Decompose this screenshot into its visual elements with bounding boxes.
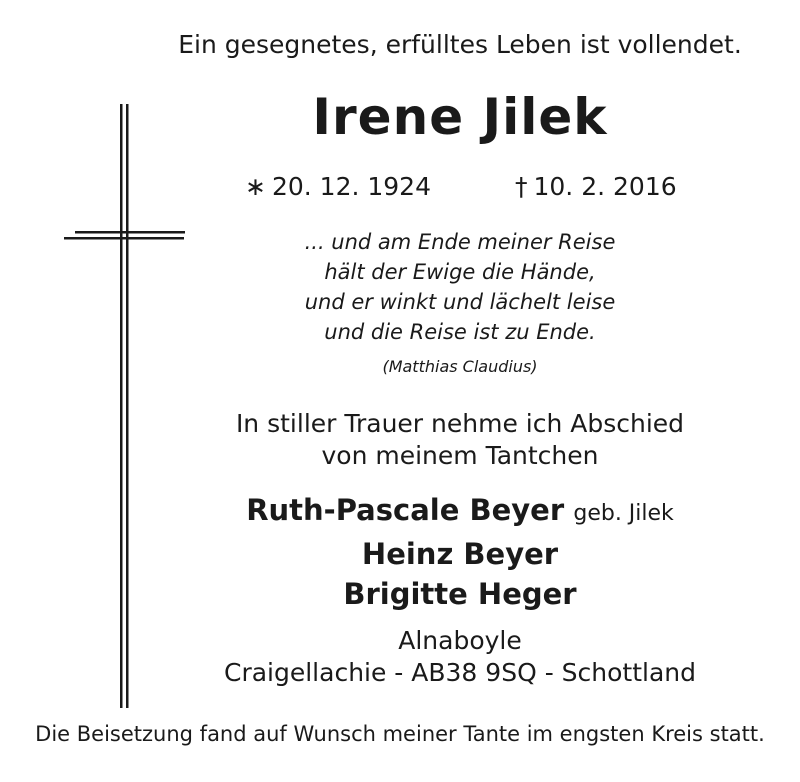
birth-date — [245, 172, 431, 201]
family-member — [60, 574, 800, 614]
death-cross-icon: † — [515, 172, 528, 201]
poem — [60, 227, 800, 347]
family-member-name: Brigitte Heger — [343, 577, 577, 611]
birth-star-icon: ∗ — [245, 172, 266, 201]
intro-line: Ein gesegnetes, erfülltes Leben ist vollendet. — [178, 30, 742, 59]
poem-line: und er winkt und lächelt leise — [304, 290, 616, 314]
poem-line: ... und am Ende meiner Reise — [304, 230, 616, 254]
poem-line: hält der Ewige die Hände, — [324, 260, 596, 284]
mourning-line: In stiller Trauer nehme ich Abschied — [235, 409, 685, 438]
poem-author: (Matthias Claudius) — [382, 357, 538, 376]
birth-date-value: 20. 12. 1924 — [271, 172, 431, 201]
maiden-name: geb. Jilek — [573, 501, 674, 526]
burial-note: Die Beisetzung fand auf Wunsch meiner Tante im engsten Kreis statt. — [35, 722, 765, 746]
death-date — [515, 172, 677, 201]
address — [60, 625, 800, 689]
poem-line: und die Reise ist zu Ende. — [324, 320, 596, 344]
mourning-line: von meinem Tantchen — [321, 441, 599, 470]
deceased-name: Irene Jilek — [312, 88, 608, 146]
family-names — [60, 490, 800, 614]
mourning-text — [60, 408, 800, 472]
family-member-name: Heinz Beyer — [361, 537, 559, 571]
address-line: Craigellachie - AB38 9SQ - Schottland — [223, 658, 696, 687]
family-member-name: Ruth-Pascale Beyer — [246, 493, 565, 527]
death-date-value: 10. 2. 2016 — [533, 172, 677, 201]
address-line: Alnaboyle — [398, 626, 522, 655]
family-member — [60, 490, 800, 534]
family-member — [60, 534, 800, 574]
